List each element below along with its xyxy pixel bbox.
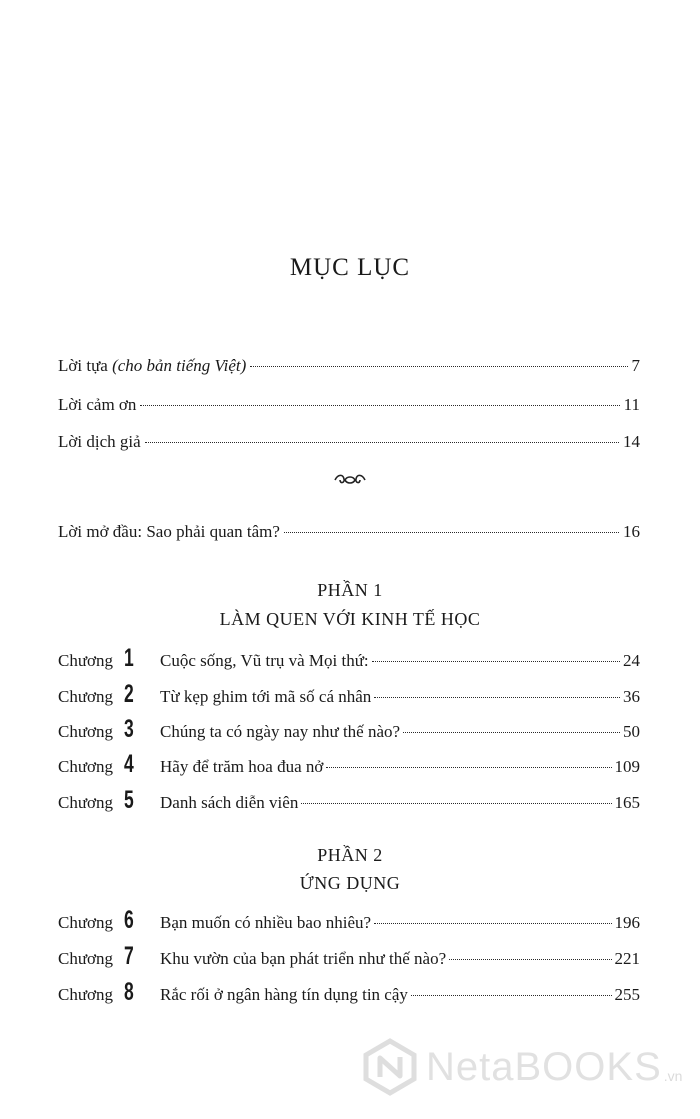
toc-page-number: 11 (623, 395, 640, 414)
part-number: PHẦN 1 (317, 580, 383, 600)
part-title: LÀM QUEN VỚI KINH TẾ HỌC (219, 609, 481, 629)
dot-leader (403, 732, 620, 733)
dot-leader (140, 405, 619, 406)
chapter-title: Từ kẹp ghim tới mã số cá nhân (160, 687, 372, 706)
chapter-page: 165 (614, 793, 640, 812)
chapter-title: Bạn muốn có nhiều bao nhiêu? (160, 913, 372, 932)
chapter-word: Chương (58, 651, 114, 670)
chapter-page: 196 (614, 913, 640, 932)
chapter-title: Chúng ta có ngày nay như thế nào? (160, 722, 401, 741)
part-title: ỨNG DỤNG (299, 873, 401, 893)
toc-page-number: 16 (623, 522, 640, 541)
chapter-title: Danh sách diễn viên (160, 793, 299, 812)
chapter-word: Chương (58, 913, 114, 932)
toc-entry-label: Lời cảm ơn (58, 395, 137, 414)
dot-leader (374, 697, 620, 698)
toc-entry-label: Lời tựa (cho bản tiếng Việt) (58, 356, 247, 375)
dot-leader (250, 366, 627, 367)
chapter-number: 2 (124, 680, 134, 708)
chapter-title: Hãy để trăm hoa đua nở (160, 757, 324, 776)
page-title: MỤC LỤC (289, 254, 411, 281)
toc-page-number: 14 (623, 432, 640, 451)
dot-leader (411, 995, 612, 996)
chapter-title: Rắc rối ở ngân hàng tín dụng tin cậy (160, 985, 408, 1004)
netabooks-logo-icon (360, 1037, 420, 1097)
toc-entry-acknowledgements (58, 395, 640, 421)
flourish-icon (333, 472, 367, 486)
chapter-number: 8 (124, 978, 134, 1006)
chapter-row (58, 906, 640, 934)
toc-entry-introduction (58, 522, 640, 548)
dot-leader (301, 803, 611, 804)
chapter-page: 36 (623, 687, 640, 706)
chapter-number: 6 (124, 906, 134, 934)
chapter-number: 5 (124, 786, 134, 814)
chapter-page: 255 (614, 985, 640, 1004)
chapter-row (58, 715, 640, 743)
chapter-word: Chương (58, 793, 114, 812)
watermark-tld: .vn (663, 1068, 683, 1084)
chapter-row (58, 680, 640, 708)
dot-leader (449, 959, 611, 960)
dot-leader (374, 923, 611, 924)
dot-leader (284, 532, 619, 533)
toc-page-number: 7 (631, 356, 640, 375)
chapter-title: Khu vườn của bạn phát triển như thế nào? (160, 949, 447, 968)
chapter-page: 24 (623, 651, 640, 670)
chapter-title: Cuộc sống, Vũ trụ và Mọi thứ: (160, 651, 369, 670)
dot-leader (326, 767, 611, 768)
chapter-word: Chương (58, 757, 114, 776)
chapter-row (58, 750, 640, 778)
chapter-page: 221 (614, 949, 640, 968)
chapter-number: 1 (124, 644, 134, 672)
toc-entry-preface (58, 356, 640, 382)
chapter-row (58, 978, 640, 1006)
chapter-word: Chương (58, 722, 114, 741)
watermark (360, 1022, 700, 1112)
toc-entry-translator-note (58, 432, 640, 458)
dot-leader (372, 661, 620, 662)
chapter-number: 7 (124, 942, 134, 970)
chapter-row (58, 786, 640, 814)
chapter-row (58, 644, 640, 672)
chapter-word: Chương (58, 949, 114, 968)
ornament-divider (0, 472, 700, 491)
chapter-page: 50 (623, 722, 640, 741)
chapter-number: 3 (124, 715, 134, 743)
dot-leader (145, 442, 619, 443)
toc-entry-label: Lời dịch giả (58, 432, 141, 451)
watermark-brand: NetaBOOKS (426, 1044, 662, 1089)
chapter-page: 109 (614, 757, 640, 776)
chapter-word: Chương (58, 985, 114, 1004)
part-number: PHẦN 2 (317, 845, 383, 865)
chapter-word: Chương (58, 687, 114, 706)
chapter-row (58, 942, 640, 970)
chapter-number: 4 (124, 750, 134, 778)
toc-entry-label: Lời mở đầu: Sao phải quan tâm? (58, 522, 280, 541)
